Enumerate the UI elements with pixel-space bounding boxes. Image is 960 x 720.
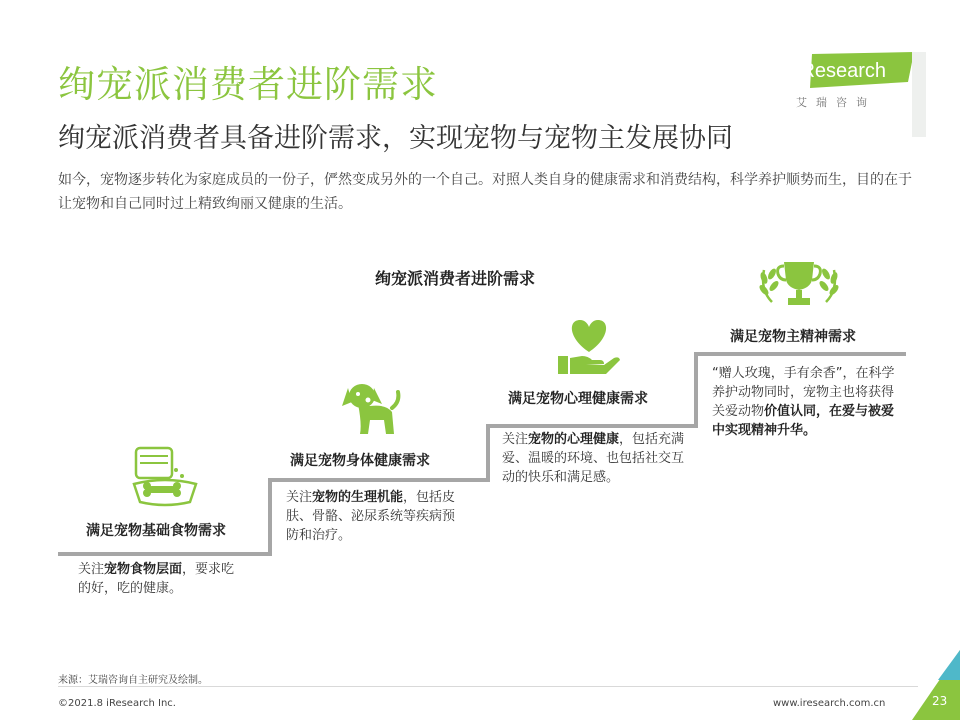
logo-text xyxy=(796,60,916,86)
step-4-desc-pre: “赠人玫瑰，手有余香”，在科学养护动物同时，宠物主也将获得关爱动物 xyxy=(712,366,895,419)
step-4-desc xyxy=(712,364,906,440)
step-2-desc-bold: 宠物的生理机能 xyxy=(312,490,404,505)
step-2-desc xyxy=(286,488,464,545)
website: www.iresearch.com.cn xyxy=(773,698,886,709)
step-3-title: 满足宠物心理健康需求 xyxy=(508,391,648,407)
step-3-desc-post: ，包括充满爱、温暖的环境、也包括社交互动的快乐和满足感。 xyxy=(502,432,685,485)
source-note: 来源：艾瑞咨询自主研究及绘制。 xyxy=(58,675,208,686)
page-title: 绚宠派消费者进阶需求 xyxy=(58,63,438,106)
dog-icon xyxy=(340,378,402,438)
footer-divider xyxy=(58,686,918,687)
corner-decoration xyxy=(912,650,960,720)
page-subtitle: 绚宠派消费者具备进阶需求，实现宠物与宠物主发展协同 xyxy=(58,123,733,154)
step-1-desc xyxy=(78,560,238,598)
step-3-desc-pre: 关注 xyxy=(502,432,529,447)
diagram-title: 绚宠派消费者进阶需求 xyxy=(374,269,535,288)
pet-food-bowl-icon xyxy=(130,446,200,508)
step-2-desc-pre: 关注 xyxy=(286,490,313,505)
step-3-desc xyxy=(502,430,690,487)
logo-tagline: 艾瑞咨询 xyxy=(796,96,876,109)
intro-paragraph: 如今，宠物逐步转化为家庭成员的一份子，俨然变成另外的一个自己。对照人类自身的健康需求和消费结构，科学养护顺势而生，目的在于让宠物和自己同时过上精致绚丽又健康的生活。 xyxy=(58,172,912,212)
trophy-icon xyxy=(758,258,840,310)
heart-in-hand-icon xyxy=(556,312,622,378)
copyright: ©2021.8 iResearch Inc. xyxy=(58,698,176,709)
step-2-title: 满足宠物身体健康需求 xyxy=(290,453,430,469)
step-4-title: 满足宠物主精神需求 xyxy=(730,329,856,345)
step-1-desc-pre: 关注 xyxy=(78,562,105,577)
step-1-desc-post: ，要求吃的好，吃的健康。 xyxy=(78,562,235,596)
step-3-desc-bold: 宠物的心理健康 xyxy=(528,432,620,447)
step-1-desc-bold: 宠物食物层面 xyxy=(104,562,183,577)
step-1-title: 满足宠物基础食物需求 xyxy=(86,523,226,539)
step-4-desc-bold: 价值认同，在爱与被爱中实现精神升华。 xyxy=(712,404,895,438)
page-number: 23 xyxy=(932,694,948,708)
logo-name: iResearch xyxy=(796,60,887,82)
step-2-desc-post: ，包括皮肤、骨骼、泌尿系统等疾病预防和治疗。 xyxy=(286,490,456,543)
